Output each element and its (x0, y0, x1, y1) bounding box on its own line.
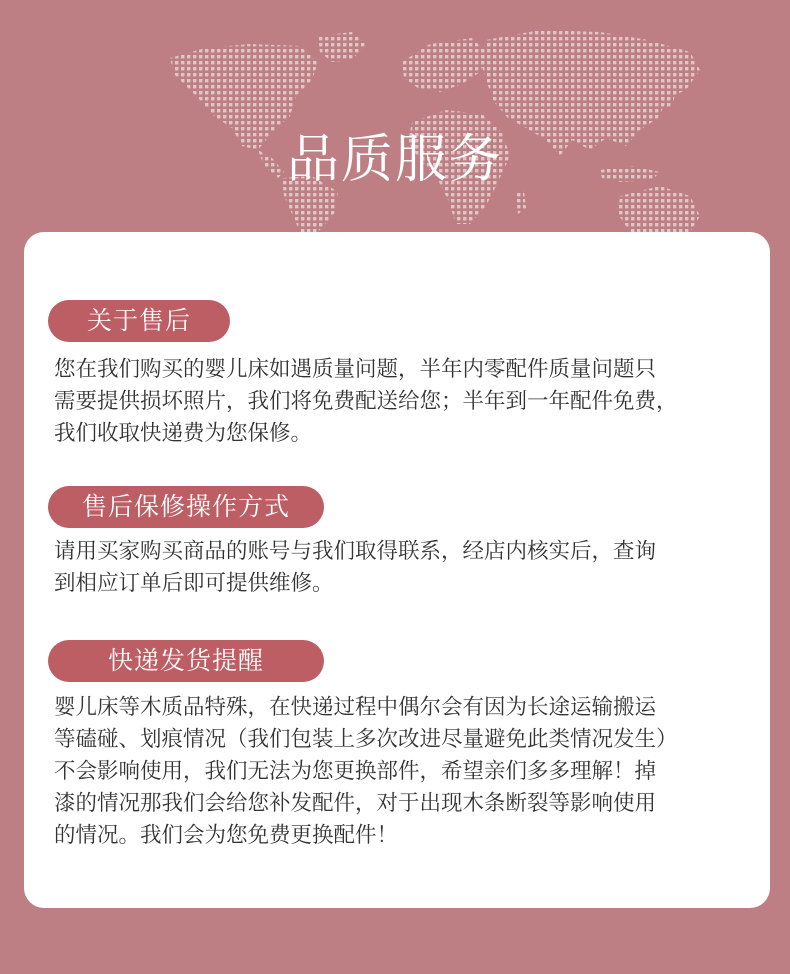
hero-banner (0, 0, 790, 232)
page-title: 品质服务 (286, 130, 503, 190)
content-card (24, 232, 770, 908)
text-line: 漆的情况那我们会给您补发配件，对于出现木条断裂等影响使用 (54, 791, 657, 816)
text-line: 您在我们购买的婴儿床如遇质量问题，半年内零配件质量问题只 (54, 357, 657, 382)
text-line: 的情况。我们会为您免费更换配件！ (54, 823, 399, 848)
section-paragraph (54, 536, 744, 600)
text-line: 等磕碰、划痕情况（我们包装上多次改进尽量避免此类情况发生） (54, 727, 678, 752)
section-heading-badge: 售后保修操作方式 (48, 486, 324, 528)
section-paragraph (54, 692, 744, 852)
text-line: 我们收取快递费为您保修。 (54, 421, 313, 446)
text-line: 不会影响使用，我们无法为您更换部件，希望亲们多多理解！掉 (54, 759, 657, 784)
text-line: 需要提供损坏照片，我们将免费配送给您；半年到一年配件免费， (54, 389, 678, 414)
section-heading-badge: 快递发货提醒 (48, 640, 324, 682)
text-line: 请用买家购买商品的账号与我们取得联系，经店内核实后，查询 (54, 539, 657, 564)
section-heading-badge: 关于售后 (48, 300, 230, 342)
section-paragraph (54, 354, 744, 450)
text-line: 婴儿床等木质品特殊，在快递过程中偶尔会有因为长途运输搬运 (54, 695, 657, 720)
text-line: 到相应订单后即可提供维修。 (54, 571, 334, 596)
